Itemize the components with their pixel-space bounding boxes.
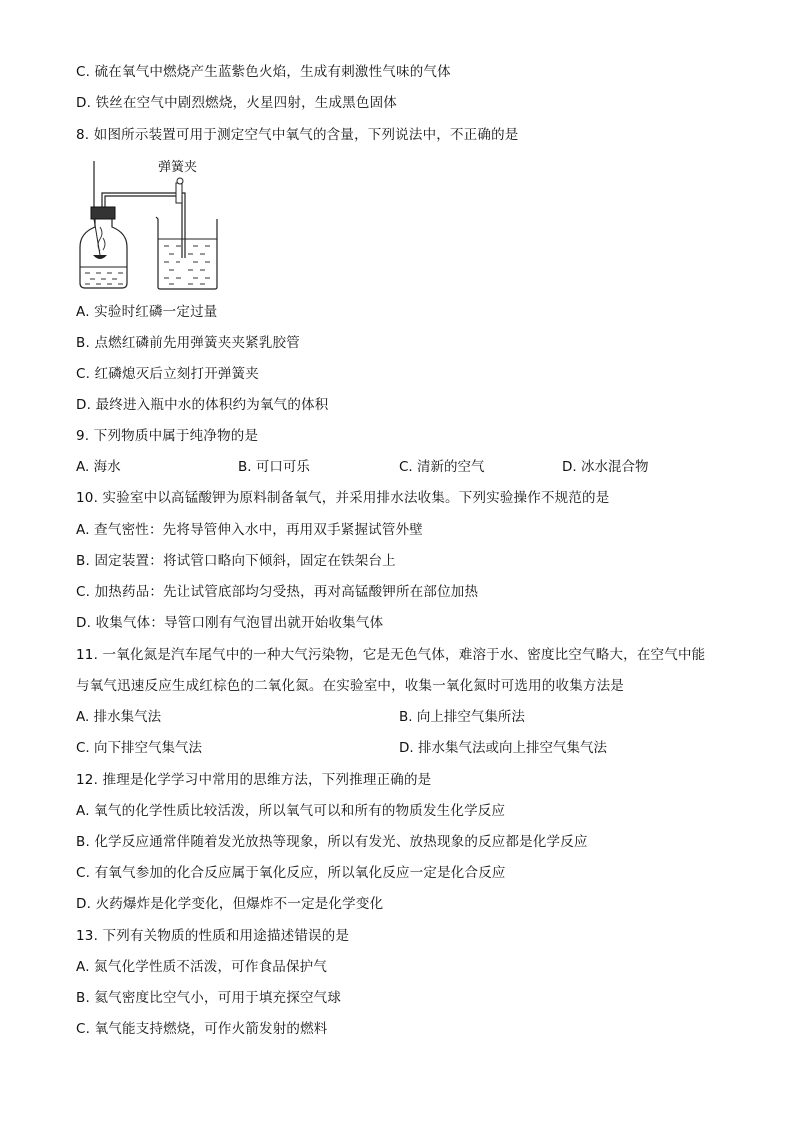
q12-option-b: B. 化学反应通常伴随着发光放热等现象，所以有发光、放热现象的反应都是化学反应 [76, 834, 588, 850]
spring-clip-label: 弹簧夹 [158, 160, 198, 175]
q13-stem: 13. 下列有关物质的性质和用途描述错误的是 [76, 928, 350, 944]
connecting-tube [102, 193, 185, 258]
q8-option-c: C. 红磷熄灭后立刻打开弹簧夹 [76, 366, 260, 382]
experiment-apparatus-figure [72, 155, 222, 295]
spring-clip-knob [177, 178, 183, 184]
q9-option-b: B. 可口可乐 [238, 459, 310, 475]
q8-stem: 8. 如图所示装置可用于测定空气中氧气的含量，下列说法中，不正确的是 [76, 127, 519, 143]
q11-option-d: D. 排水集气法或向上排空气集气法 [399, 740, 607, 756]
q9-stem: 9. 下列物质中属于纯净物的是 [76, 428, 259, 444]
q9-option-a: A. 海水 [76, 459, 121, 475]
q9-option-c: C. 清新的空气 [399, 459, 485, 475]
q11-stem-line-2: 与氧气迅速反应生成红棕色的二氧化氮。在实验室中，收集一氧化氮时可选用的收集方法是 [76, 678, 624, 694]
flame-smoke [98, 227, 102, 251]
gas-bottle [80, 219, 127, 288]
flame-smoke-2 [103, 238, 105, 250]
q12-option-a: A. 氧气的化学性质比较活泼，所以氧气可以和所有的物质发生化学反应 [76, 803, 506, 819]
spring-clip [176, 183, 182, 203]
q8-option-d: D. 最终进入瓶中水的体积约为氧气的体积 [76, 397, 329, 413]
q11-option-b: B. 向上排空气集所法 [399, 709, 525, 725]
q7-option-d: D. 铁丝在空气中剧烈燃烧，火星四射，生成黑色固体 [76, 95, 397, 111]
q12-option-d: D. 火药爆炸是化学变化，但爆炸不一定是化学变化 [76, 896, 384, 912]
q11-stem-line-1: 11. 一氧化氮是汽车尾气中的一种大气污染物，它是无色气体，难溶于水、密度比空气略大，在空气中能 [76, 647, 706, 663]
q7-option-c: C. 硫在氧气中燃烧产生蓝紫色火焰，生成有刺激性气味的气体 [76, 64, 451, 80]
q10-option-c: C. 加热药品：先让试管底部均匀受热，再对高锰酸钾所在部位加热 [76, 584, 479, 600]
q13-option-c: C. 氧气能支持燃烧，可作火箭发射的燃料 [76, 1021, 328, 1037]
q9-option-d: D. 冰水混合物 [562, 459, 649, 475]
q13-option-b: B. 氦气密度比空气小，可用于填充探空气球 [76, 990, 342, 1006]
q13-option-a: A. 氮气化学性质不活泼，可作食品保护气 [76, 959, 328, 975]
q10-option-a: A. 查气密性：先将导管伸入水中，再用双手紧握试管外壁 [76, 522, 423, 538]
beaker-water [164, 246, 210, 284]
q12-option-c: C. 有氧气参加的化合反应属于氧化反应，所以氧化反应一定是化合反应 [76, 865, 506, 881]
bottle-water [85, 273, 123, 284]
connecting-tube-inner [105, 196, 182, 258]
q8-option-b: B. 点燃红磷前先用弹簧夹夹紧乳胶管 [76, 335, 300, 351]
q8-option-a: A. 实验时红磷一定过量 [76, 304, 218, 320]
q11-option-a: A. 排水集气法 [76, 709, 162, 725]
q10-stem: 10. 实验室中以高锰酸钾为原料制备氧气，并采用排水法收集。下列实验操作不规范的是 [76, 490, 610, 506]
q10-option-d: D. 收集气体：导管口刚有气泡冒出就开始收集气体 [76, 615, 384, 631]
rubber-stopper [91, 207, 115, 219]
q11-option-c: C. 向下排空气集气法 [76, 740, 203, 756]
q10-option-b: B. 固定装置：将试管口略向下倾斜，固定在铁架台上 [76, 553, 396, 569]
combustion-spoon [93, 255, 107, 259]
q12-stem: 12. 推理是化学学习中常用的思维方法，下列推理正确的是 [76, 772, 432, 788]
